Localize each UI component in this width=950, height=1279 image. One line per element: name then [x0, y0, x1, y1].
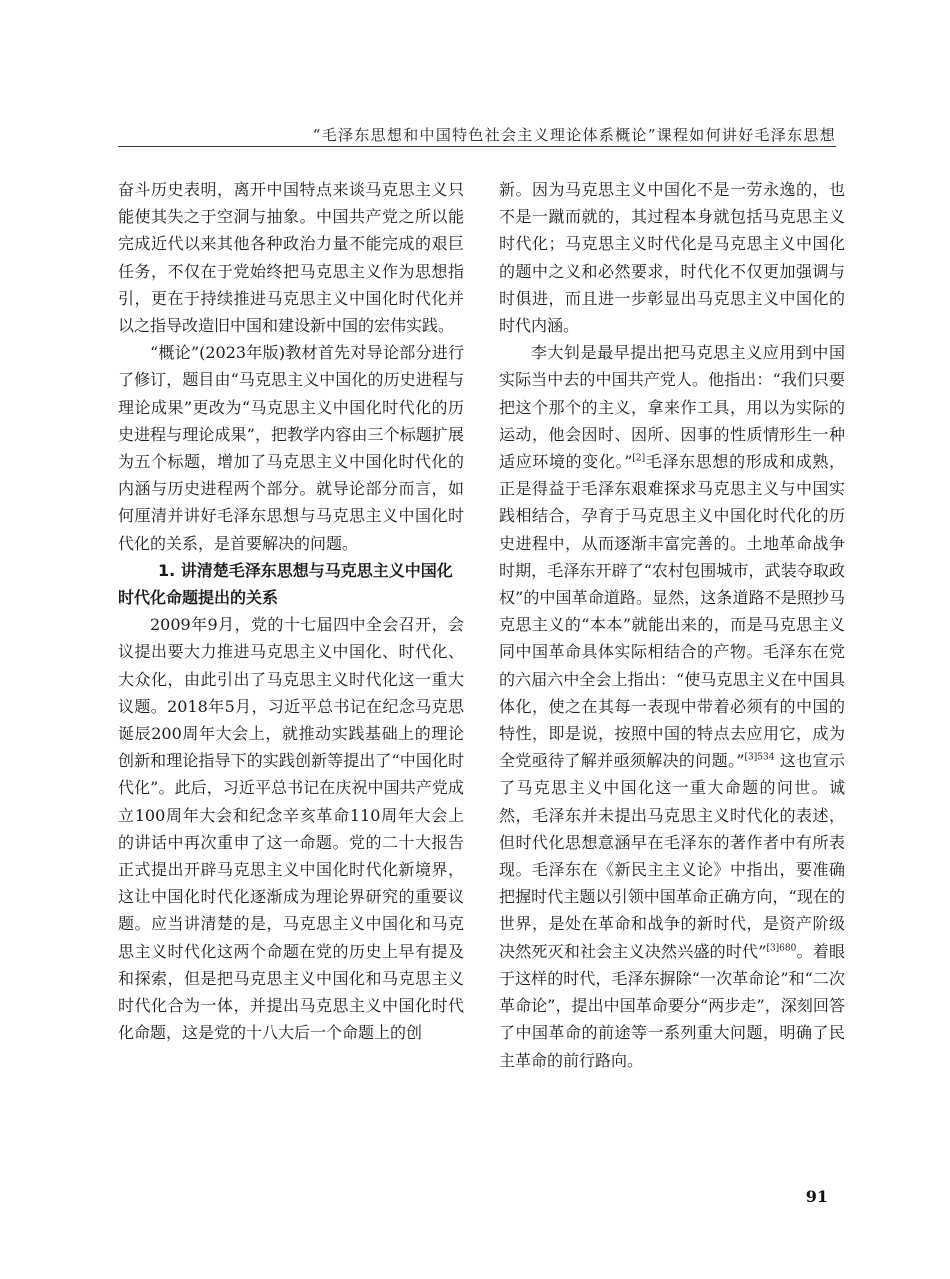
- citation-ref: [3]680: [766, 943, 797, 954]
- citation-ref: [2]: [632, 453, 646, 464]
- text-segment: 。着眼于这样的时代，毛泽东摒除“一次革命论”和“二次革命论”，提出中国革命要分“两步走”，深刻回答了中国革命的前途等一系列重大问题，明确了民主革命的前行路向。: [499, 941, 845, 1070]
- left-column: [118, 176, 464, 1047]
- paragraph-continued: 奋斗历史表明，离开中国特点来谈马克思主义只能使其失之于空洞与抽象。中国共产党之所以能完成近代以来其他各种政治力量不能完成的艰巨任务，不仅在于党始终把马克思主义作为思想指引，更在于持续推进马克思主义中国化时代化并以之指导改造旧中国和建设新中国的宏伟实践。: [118, 180, 464, 336]
- paragraph-textbook-revision: “概论”(2023年版)教材首先对导论部分进行了修订，题目由“马克思主义中国化的历史进程与理论成果”更改为“马克思主义中国化时代化的历史进程与理论成果”，把教学内容由三个标题扩展为五个标题，增加了马克思主义中国化时代化的内涵与历史进程两个部分。就导论部分而言，如何厘清并讲好毛泽东思想与马克思主义中国化时代化的关系，是首要解决的问题。: [118, 343, 464, 553]
- page-number: 91: [805, 1187, 828, 1206]
- text-segment: 毛泽东思想的形成和成熟，正是得益于毛泽东艰难探求马克思主义与中国实践相结合，孕育于马克思主义中国化时代化的历史进程中，从而逐渐丰富完善的。土地革命战争时期，毛泽东开辟了“农村包围城市，武装夺取政权”的中国革命道路。显然，这条道路不是照抄马克思主义的“本本”就能出来的，而是马克思主义同中国革命具体实际相结合的产物。毛泽东在党的六届六中全会上指出：“使马克思主义在中国具体化，使之在其每一表现中带着必须有的中国的特性，即是说，按照中国的特点去应用它，成为全党亟待了解并亟须解决的问题。”: [499, 452, 845, 771]
- citation-ref: [3]534: [744, 752, 775, 763]
- section-heading: 1. 讲清楚毛泽东思想与马克思主义中国化时代化命题提出的关系: [118, 560, 453, 608]
- paragraph-li-dazhao: [499, 339, 845, 1073]
- text-segment: 这也宣示了马克思主义中国化这一重大命题的问世。诚然，毛泽东并未提出马克思主义时代化的表述，但时代化思想意涵早在毛泽东的著作者中有所表现。毛泽东在《新民主主义论》中指出，要准确把握时代主题以引领中国革命正确方向，“现在的世界，是处在革命和战争的新时代，是资产阶级决然死灭和社会主义决然兴盛的时代”: [499, 751, 845, 961]
- right-column: [499, 176, 845, 1074]
- paragraph-timeline: 2009年9月，党的十七届四中全会召开，会议提出要大力推进马克思主义中国化、时代化、大众化，由此引出了马克思主义时代化这一重大议题。2018年5月，习近平总书记在纪念马克思诞辰200周年大会上，就推动实践基础上的理论创新和理论指导下的实践创新等提出了“中国化时代化”。此后，习近平总书记在庆祝中国共产党成立100周年大会和纪念辛亥革命110周年大会上的讲话中再次重申了这一命题。党的二十大报告正式提出开辟马克思主义中国化时代化新境界，这让中国化时代化逐渐成为理论界研究的重要议题。应当讲清楚的是，马克思主义中国化和马克思主义时代化这两个命题在党的历史上早有提及和探索，但是把马克思主义中国化和马克思主义时代化合为一体，并提出马克思主义中国化时代化命题，这是党的十八大后一个命题上的创: [118, 615, 464, 1043]
- header-rule: [118, 146, 836, 147]
- paragraph-continued-right: 新。因为马克思主义中国化不是一劳永逸的，也不是一蹴而就的，其过程本身就包括马克思主义时代化；马克思主义时代化是马克思主义中国化的题中之义和必然要求，时代化不仅更加强调与时俱进，而且进一步彰显出马克思主义中国化的时代内涵。: [499, 180, 845, 336]
- running-header: “毛泽东思想和中国特色社会主义理论体系概论”课程如何讲好毛泽东思想: [312, 126, 836, 144]
- text-segment: 李大钊是最早提出把马克思主义应用到中国实际当中去的中国共产党人。他指出：“我们只要把这个那个的主义，拿来作工具，用以为实际的运动，他会因时、因所、因事的性质情形生一种适应环境的变化。”: [499, 343, 845, 472]
